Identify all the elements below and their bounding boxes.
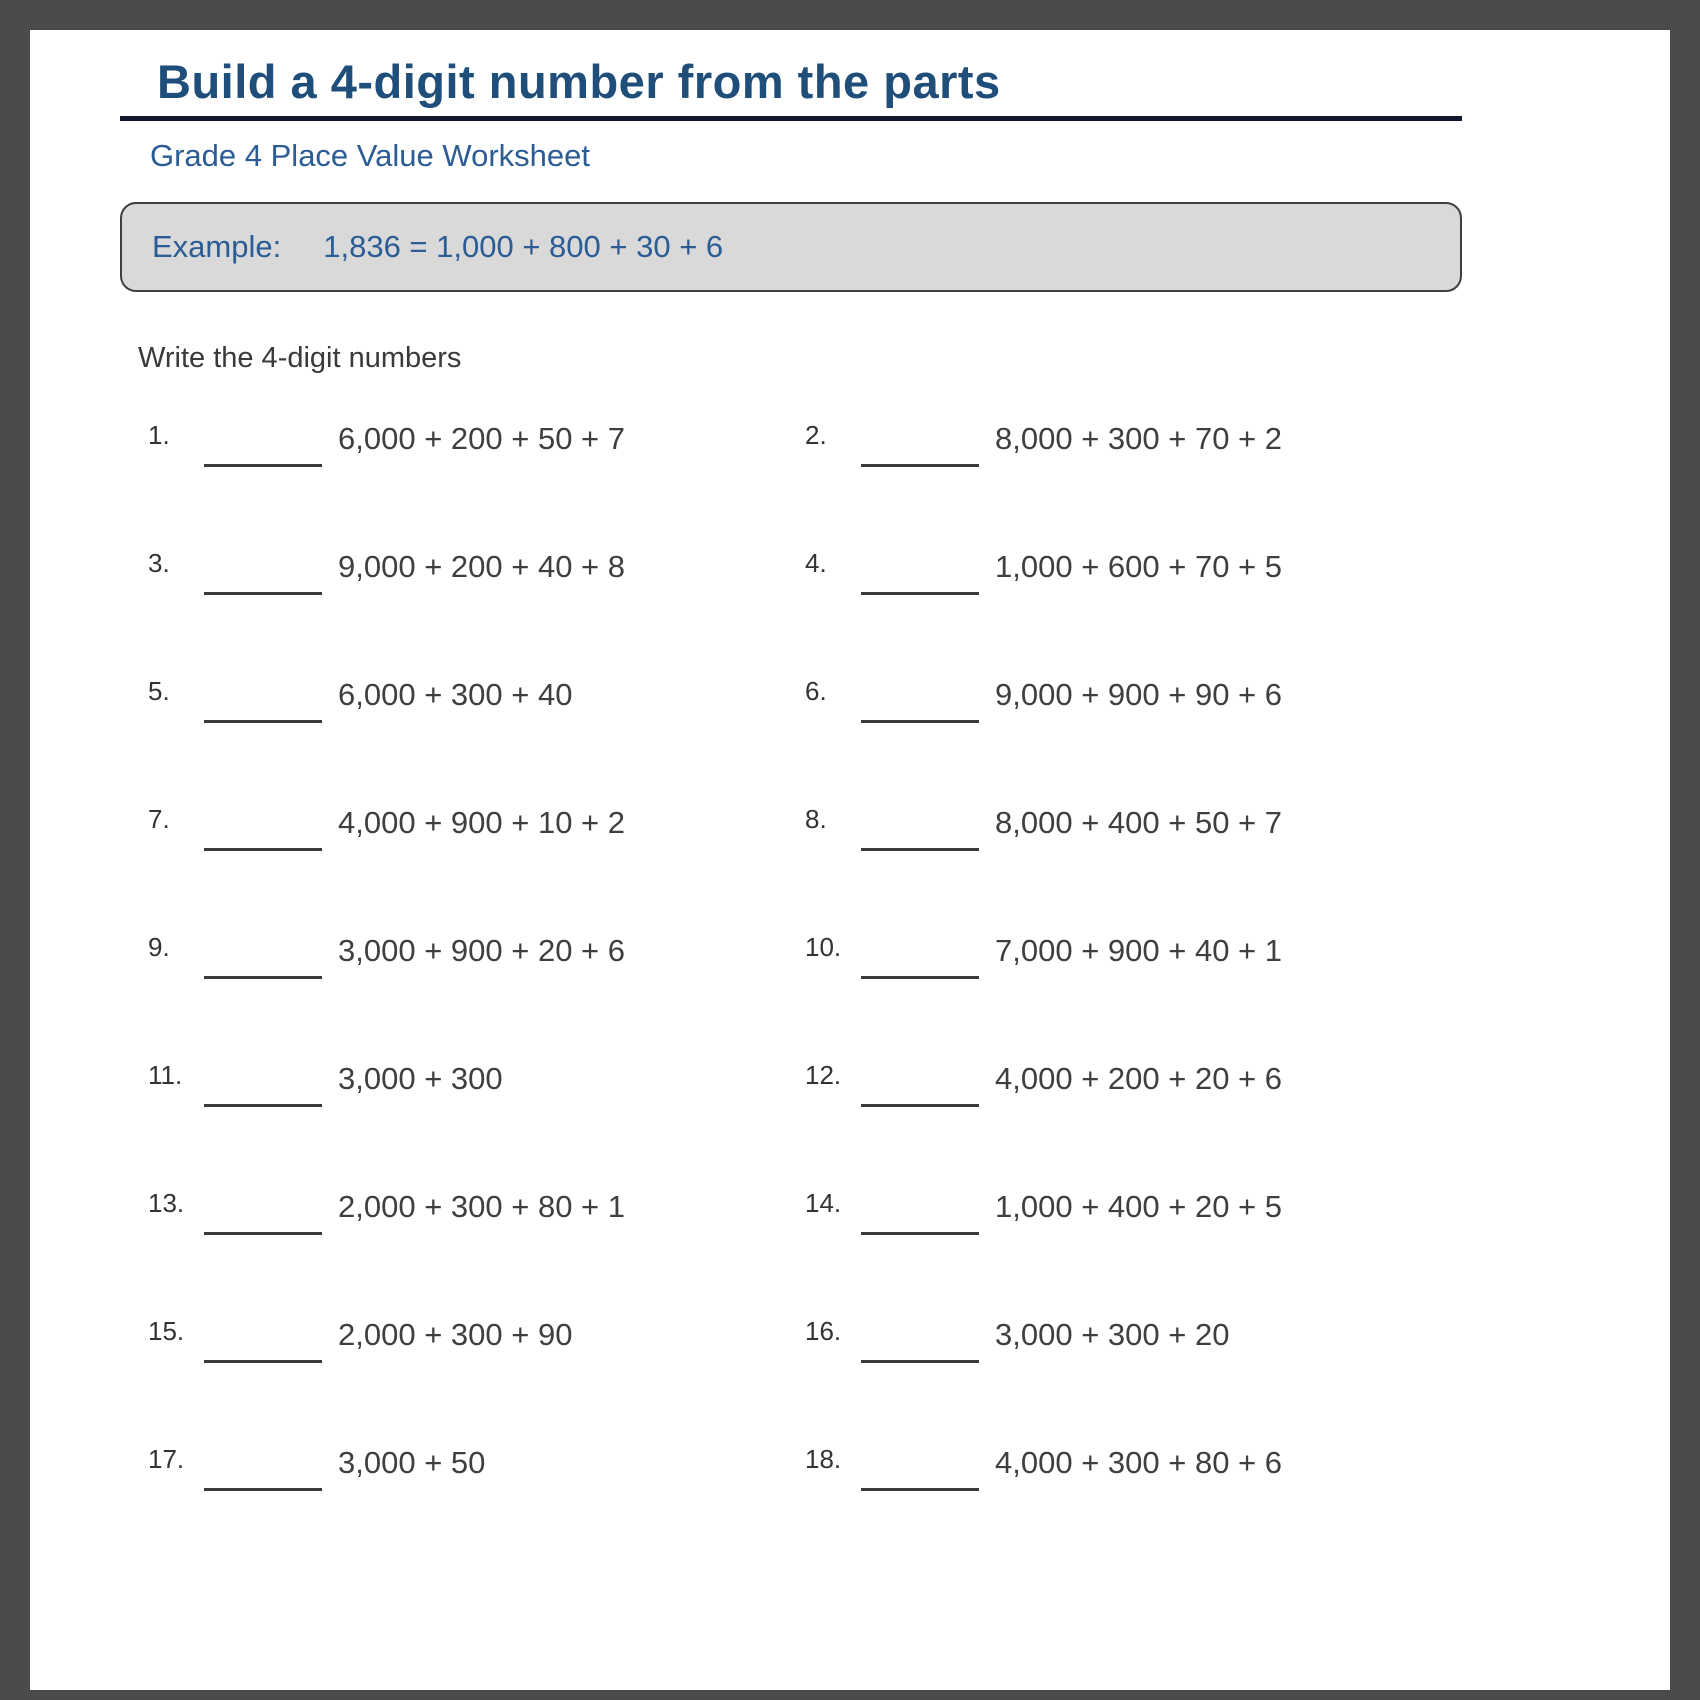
problem-expression: 3,000 + 50 <box>338 1445 486 1480</box>
problem-number: 5. <box>148 676 170 706</box>
problem-item <box>148 674 805 802</box>
problem-item <box>805 418 1462 546</box>
answer-blank[interactable] <box>204 1314 322 1363</box>
answer-blank[interactable] <box>204 1058 322 1107</box>
example-equation: 1,836 = 1,000 + 800 + 30 + 6 <box>323 229 724 264</box>
title-underline <box>120 116 1462 121</box>
answer-blank[interactable] <box>861 930 979 979</box>
problem-expression: 3,000 + 300 <box>338 1061 503 1096</box>
answer-blank[interactable] <box>861 418 979 467</box>
answer-blank[interactable] <box>861 546 979 595</box>
problems-grid <box>148 418 1462 1570</box>
answer-blank[interactable] <box>861 674 979 723</box>
answer-blank[interactable] <box>861 1186 979 1235</box>
problem-number: 3. <box>148 548 170 578</box>
answer-blank[interactable] <box>861 802 979 851</box>
problem-number: 17. <box>148 1444 185 1474</box>
problem-item <box>148 1058 805 1186</box>
problem-expression: 8,000 + 400 + 50 + 7 <box>995 805 1283 840</box>
answer-blank[interactable] <box>861 1058 979 1107</box>
problem-number: 18. <box>805 1444 842 1474</box>
problem-number: 1. <box>148 420 170 450</box>
problem-expression: 4,000 + 300 + 80 + 6 <box>995 1445 1283 1480</box>
problem-expression: 6,000 + 300 + 40 <box>338 677 573 712</box>
answer-blank[interactable] <box>204 674 322 723</box>
problem-expression: 7,000 + 900 + 40 + 1 <box>995 933 1283 968</box>
problem-item <box>148 546 805 674</box>
problem-expression: 2,000 + 300 + 90 <box>338 1317 573 1352</box>
answer-blank[interactable] <box>204 930 322 979</box>
answer-blank[interactable] <box>204 802 322 851</box>
problem-number: 2. <box>805 420 827 450</box>
page-title: Build a 4-digit number from the parts <box>157 55 1001 108</box>
problem-number: 10. <box>805 932 842 962</box>
instruction-text: Write the 4-digit numbers <box>138 342 462 374</box>
problem-expression: 3,000 + 900 + 20 + 6 <box>338 933 626 968</box>
problem-item <box>805 1186 1462 1314</box>
problem-number: 9. <box>148 932 170 962</box>
problem-item <box>148 418 805 546</box>
problem-item <box>805 1058 1462 1186</box>
problem-expression: 1,000 + 600 + 70 + 5 <box>995 549 1283 584</box>
problem-number: 6. <box>805 676 827 706</box>
problem-item <box>148 1314 805 1442</box>
example-label: Example: <box>152 229 282 264</box>
problem-expression: 6,000 + 200 + 50 + 7 <box>338 421 626 456</box>
problem-number: 11. <box>148 1060 183 1090</box>
problem-item <box>148 802 805 930</box>
answer-blank[interactable] <box>204 418 322 467</box>
problem-number: 14. <box>805 1188 842 1218</box>
page-subtitle: Grade 4 Place Value Worksheet <box>150 138 590 173</box>
problem-item <box>805 802 1462 930</box>
problem-expression: 1,000 + 400 + 20 + 5 <box>995 1189 1283 1224</box>
problem-number: 13. <box>148 1188 185 1218</box>
answer-blank[interactable] <box>204 546 322 595</box>
problem-number: 12. <box>805 1060 842 1090</box>
worksheet-page <box>30 30 1670 1690</box>
problem-number: 8. <box>805 804 827 834</box>
problem-number: 15. <box>148 1316 185 1346</box>
problem-number: 16. <box>805 1316 842 1346</box>
problem-expression: 4,000 + 900 + 10 + 2 <box>338 805 626 840</box>
answer-blank[interactable] <box>861 1314 979 1363</box>
problem-item <box>805 546 1462 674</box>
problem-number: 4. <box>805 548 827 578</box>
problem-item <box>805 1314 1462 1442</box>
problem-expression: 4,000 + 200 + 20 + 6 <box>995 1061 1283 1096</box>
problem-item <box>805 1442 1462 1570</box>
example-box <box>120 202 1462 292</box>
answer-blank[interactable] <box>861 1442 979 1491</box>
problem-item <box>805 930 1462 1058</box>
answer-blank[interactable] <box>204 1186 322 1235</box>
problem-expression: 3,000 + 300 + 20 <box>995 1317 1230 1352</box>
problem-item <box>148 930 805 1058</box>
problem-item <box>805 674 1462 802</box>
problem-item <box>148 1442 805 1570</box>
problem-expression: 2,000 + 300 + 80 + 1 <box>338 1189 626 1224</box>
problem-number: 7. <box>148 804 170 834</box>
answer-blank[interactable] <box>204 1442 322 1491</box>
problem-expression: 9,000 + 200 + 40 + 8 <box>338 549 626 584</box>
problem-expression: 9,000 + 900 + 90 + 6 <box>995 677 1283 712</box>
problem-item <box>148 1186 805 1314</box>
problem-expression: 8,000 + 300 + 70 + 2 <box>995 421 1283 456</box>
